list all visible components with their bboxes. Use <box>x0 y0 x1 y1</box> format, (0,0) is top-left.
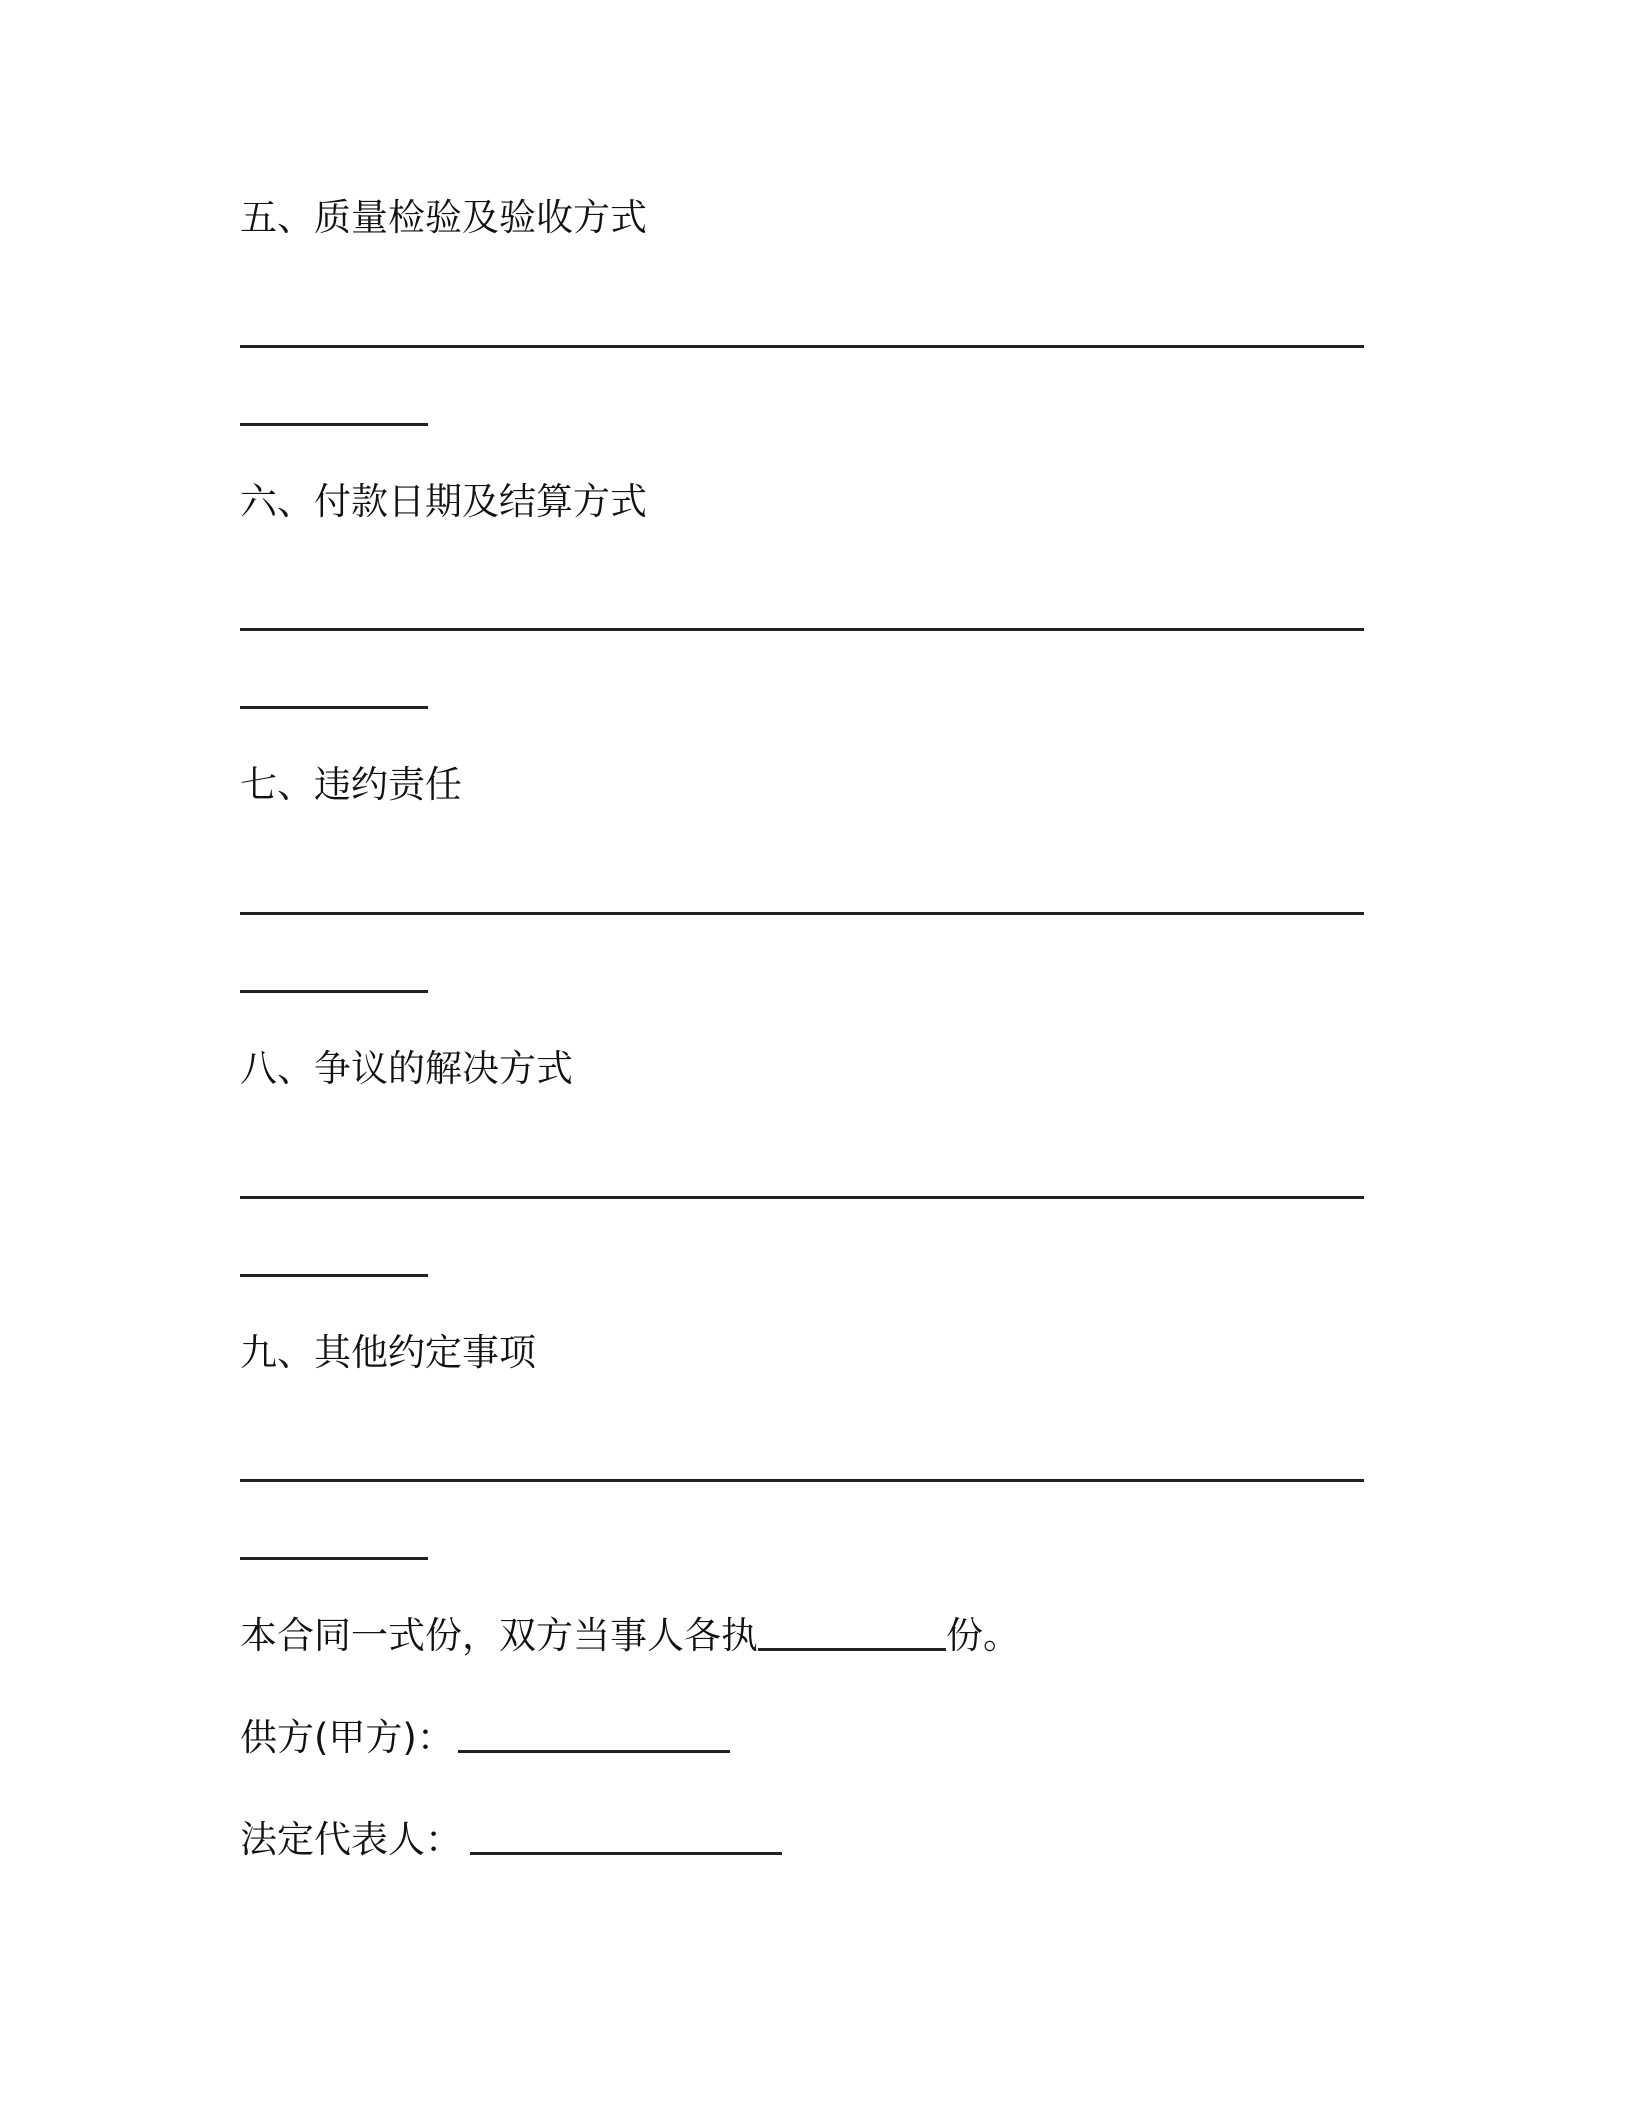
supplier-field <box>240 1716 730 1760</box>
section-heading-5: 五、质量检验及验收方式 <box>240 196 647 239</box>
fill-line-8a <box>240 1196 1364 1199</box>
fill-line-9a <box>240 1479 1364 1482</box>
section-heading-9: 九、其他约定事项 <box>240 1331 536 1374</box>
section-heading-6: 六、付款日期及结算方式 <box>240 480 647 523</box>
section-heading-7: 七、违约责任 <box>240 763 462 806</box>
fill-line-9b <box>240 1557 428 1560</box>
legal-rep-field <box>240 1818 782 1862</box>
copies-text-after: 份。 <box>946 1614 1020 1657</box>
legal-rep-blank[interactable] <box>470 1852 782 1855</box>
fill-line-5a <box>240 345 1364 348</box>
supplier-label: 供方(甲方)： <box>240 1716 454 1759</box>
fill-line-7a <box>240 912 1364 915</box>
fill-line-7b <box>240 990 428 993</box>
fill-line-6b <box>240 706 428 709</box>
fill-line-6a <box>240 628 1364 631</box>
fill-line-5b <box>240 423 428 426</box>
legal-rep-label: 法定代表人： <box>240 1818 462 1861</box>
supplier-blank[interactable] <box>458 1750 730 1753</box>
section-heading-8: 八、争议的解决方式 <box>240 1047 573 1090</box>
copies-text-before: 本合同一式份，双方当事人各执 <box>240 1614 758 1657</box>
copies-count-blank[interactable] <box>758 1648 946 1651</box>
fill-line-8b <box>240 1274 428 1277</box>
copies-clause <box>240 1614 1020 1658</box>
